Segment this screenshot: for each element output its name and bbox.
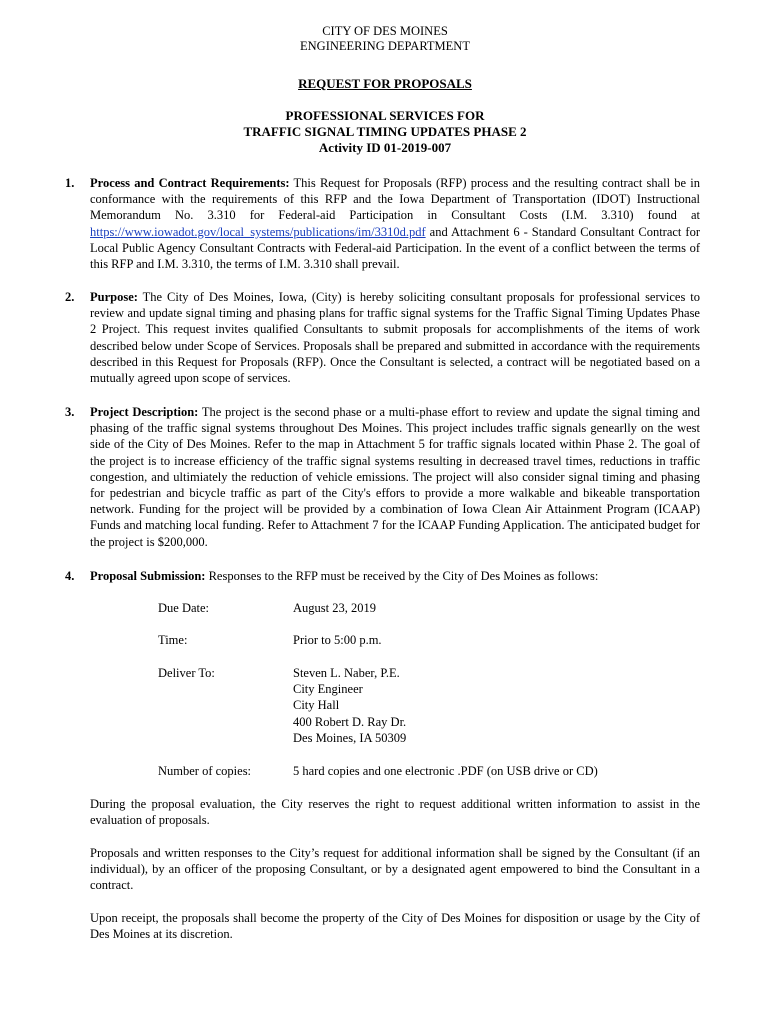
copies-value: 5 hard copies and one electronic .PDF (on USB drive or CD) bbox=[293, 764, 598, 778]
section-3 bbox=[65, 404, 700, 550]
section-2-heading: Purpose: bbox=[90, 290, 138, 304]
section-1-text-a: This Request for Proposals (RFP) process and the resulting contract shall be in conformance with the requirements of this RFP and the Iowa Department of Transportation (IDOT) Instructional Memorandum No. 3.310 for Federal-aid Participation in Consultant Costs (I.M. 3.310) found at bbox=[90, 176, 700, 223]
section-3-text: The project is the second phase or a multi-phase effort to review and update the signal timing and phasing of the traffic signal systems throughout Des Moines. This project includes traffic signals genearlly on the west side of the City of Des Moines. Refer to the map in Attachment 5 for traffic signals located within Phase 2. The goal of the project is to increase efficiency of the traffic signal systems resulting in decreased travel times, reductions in traffic congestion, and ultimiately the reduction of vehicle emissions. The project will also consider signal timing and phasing for pedestrian and bicycle traffic as part of the City's effors to provide a more walkable and bikeable transportation network. Funding for the project will be provided by a combination of Iowa Clean Air Attainment Program (ICAAP) Funds and matching local funding. Refer to Attachment 7 for the ICAAP Funding Application. The anticipated budget for the project is $200,000. bbox=[90, 405, 700, 549]
section-3-number: 3. bbox=[65, 405, 75, 419]
paragraph-signatures: Proposals and written responses to the City’s request for additional information shall be signed by the Consultant (if an individual), by an officer of the proposing Consultant, or by a designated agent empowered to bind the Consultant in a contract. bbox=[90, 846, 700, 893]
section-2-number: 2. bbox=[65, 290, 75, 304]
header-city: CITY OF DES MOINES bbox=[322, 24, 448, 38]
section-1 bbox=[65, 175, 700, 272]
paragraph-evaluation: During the proposal evaluation, the City reserves the right to request additional written information to assist in the evaluation of proposals. bbox=[90, 797, 700, 828]
time-label: Time: bbox=[158, 633, 188, 647]
paragraph-property: Upon receipt, the proposals shall become the property of the City of Des Moines for disposition or usage by the City of Des Moines at its discretion. bbox=[90, 911, 700, 942]
deliver-address-line: City Engineer bbox=[293, 682, 363, 696]
section-4-heading: Proposal Submission: bbox=[90, 569, 206, 583]
rfp-title: REQUEST FOR PROPOSALS bbox=[298, 76, 472, 91]
title-line-1: PROFESSIONAL SERVICES FOR bbox=[285, 108, 485, 123]
title-line-2: TRAFFIC SIGNAL TIMING UPDATES PHASE 2 bbox=[243, 124, 527, 139]
section-1-number: 1. bbox=[65, 176, 75, 190]
section-4-text: Responses to the RFP must be received by the City of Des Moines as follows: bbox=[205, 569, 599, 583]
section-4 bbox=[65, 568, 700, 584]
section-2-text: The City of Des Moines, Iowa, (City) is hereby soliciting consultant proposals for professional services to review and update signal timing and phasing plans for traffic signal systems for the Traffic Signal Timing Updates Phase 2 Project. This request invites qualified Consultants to submit proposals for accomplishments of the items of work described below under Scope of Services. Proposals shall be prepared and submitted in accordance with the requirements described in this Request for Proposals (RFP). Once the Consultant is selected, a contract will be negotiated based on a mutually agreed upon scope of services. bbox=[90, 290, 700, 386]
section-4-number: 4. bbox=[65, 569, 75, 583]
copies-label: Number of copies: bbox=[158, 764, 252, 778]
title-line-3: Activity ID 01-2019-007 bbox=[318, 140, 452, 155]
section-3-heading: Project Description: bbox=[90, 405, 199, 419]
deliver-address-line: City Hall bbox=[293, 698, 340, 712]
header-department: ENGINEERING DEPARTMENT bbox=[300, 39, 470, 53]
im-3310-link[interactable]: https://www.iowadot.gov/local_systems/publications/im/3310d.pdf bbox=[90, 224, 426, 239]
section-2 bbox=[65, 289, 700, 386]
deliver-to-label: Deliver To: bbox=[158, 666, 215, 680]
deliver-address-line: Steven L. Naber, P.E. bbox=[293, 666, 400, 680]
due-date-label: Due Date: bbox=[158, 601, 210, 615]
due-date-value: August 23, 2019 bbox=[293, 601, 376, 615]
deliver-address-line: 400 Robert D. Ray Dr. bbox=[293, 715, 407, 729]
deliver-address-line: Des Moines, IA 50309 bbox=[293, 731, 407, 745]
section-1-heading: Process and Contract Requirements: bbox=[90, 176, 290, 190]
time-value: Prior to 5:00 p.m. bbox=[293, 633, 382, 647]
section-1-text-b: and Attachment 6 - Standard Consultant Contract for Local Public Agency Consultant Contracts with Federal-aid Participation. In the event of a conflict between the terms of this RFP and I.M. 3.310, the terms of I.M. 3.310 shall prevail. bbox=[90, 224, 700, 272]
